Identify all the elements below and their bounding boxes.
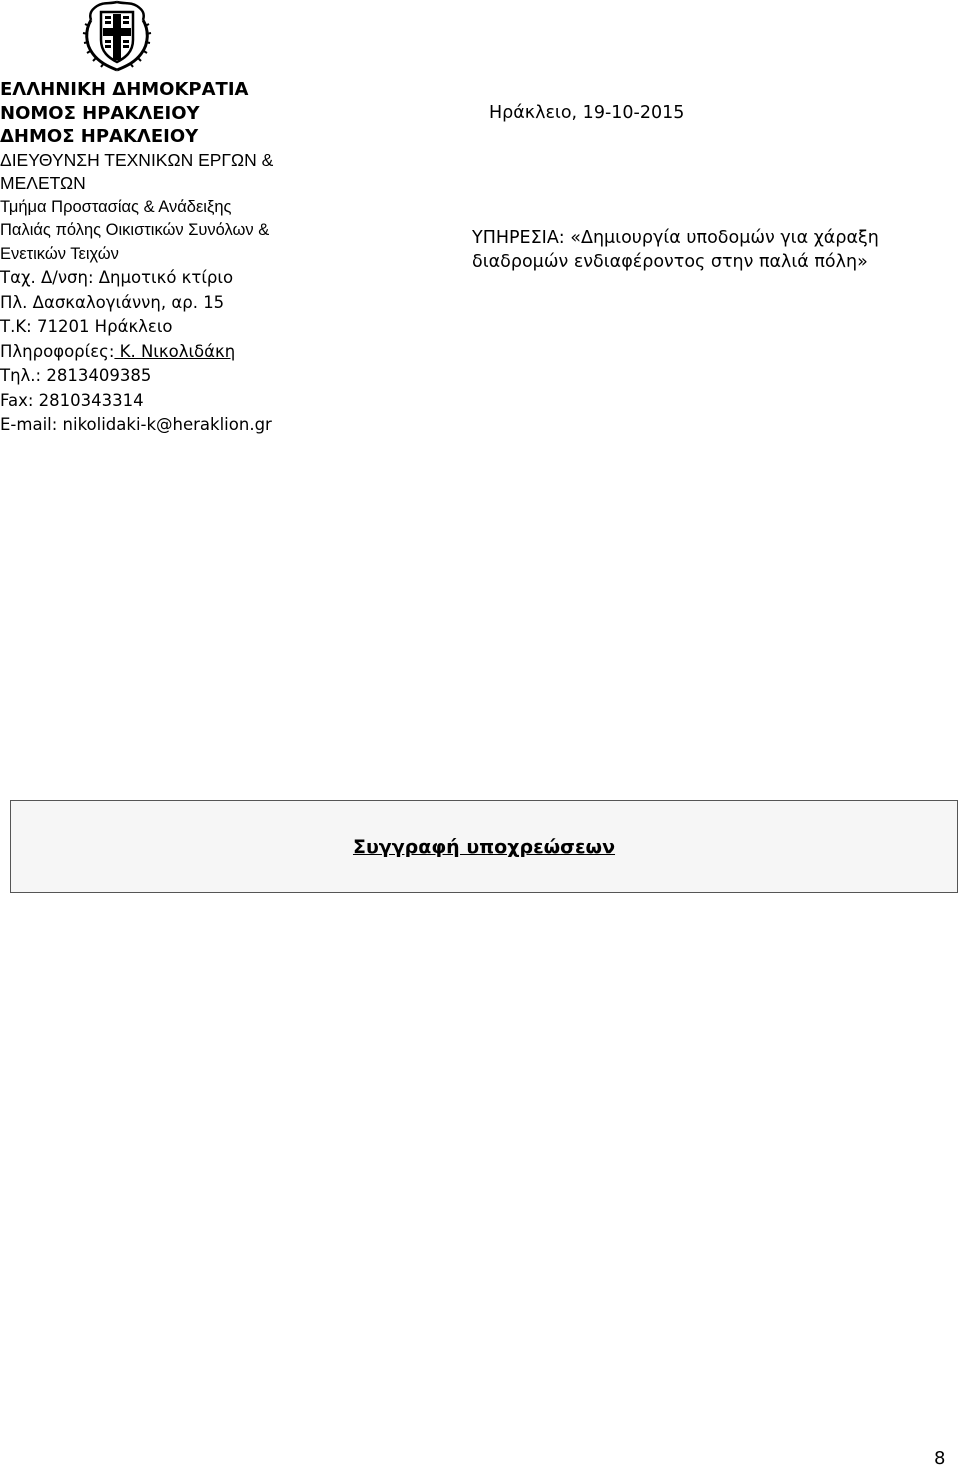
department-line-3: Ενετικών Τειχών: [0, 244, 119, 263]
page-number: 8: [934, 1448, 946, 1469]
phone-line: Τηλ.: 2813409385: [0, 366, 152, 385]
directorate-line-2: ΜΕΛΕΤΩΝ: [0, 173, 86, 193]
info-label: Πληροφορίες:: [0, 341, 115, 361]
directorate-line-1: ΔΙΕΥΘΥΝΣΗ ΤΕΧΝΙΚΩΝ ΕΡΓΩΝ &: [0, 149, 274, 170]
prefecture-line: ΝΟΜΟΣ ΗΡΑΚΛΕΙΟΥ: [0, 102, 200, 124]
subject-text: ΥΠΗΡΕΣΙΑ: «Δημιουργία υποδομών για χάραξη διαδρομών ενδιαφέροντος στην παλιά πόλη»: [472, 228, 879, 272]
department-line-2: Παλιάς πόλης Οικιστικών Συνόλων &: [0, 221, 270, 239]
document-title-box: [10, 800, 958, 893]
postcode-line: Τ.Κ: 71201 Ηράκλειο: [0, 317, 173, 336]
fax-line: Fax: 2810343314: [0, 390, 144, 410]
date-line: Ηράκλειο, 19-10-2015: [489, 103, 685, 123]
municipality-line: ΔΗΜΟΣ ΗΡΑΚΛΕΙΟΥ: [0, 126, 199, 147]
square-address-line: Πλ. Δασκαλογιάννη, αρ. 15: [0, 292, 225, 312]
department-line-1: Τμήμα Προστασίας & Ανάδειξης: [0, 197, 232, 216]
country-line: ΕΛΛΗΝΙΚΗ ΔΗΜΟΚΡΑΤΙΑ: [0, 79, 249, 100]
email-line: E-mail: nikolidaki-k@heraklion.gr: [0, 415, 272, 434]
contact-info-line: [0, 340, 470, 365]
document-title: Συγγραφή υποχρεώσεων: [352, 835, 616, 858]
sender-header: [0, 78, 470, 438]
info-name: Κ. Νικολιδάκη: [114, 341, 236, 361]
greek-coat-of-arms-icon: [79, 0, 155, 72]
postal-address-line: Ταχ. Δ/νση: Δημοτικό κτίριο: [0, 268, 234, 287]
